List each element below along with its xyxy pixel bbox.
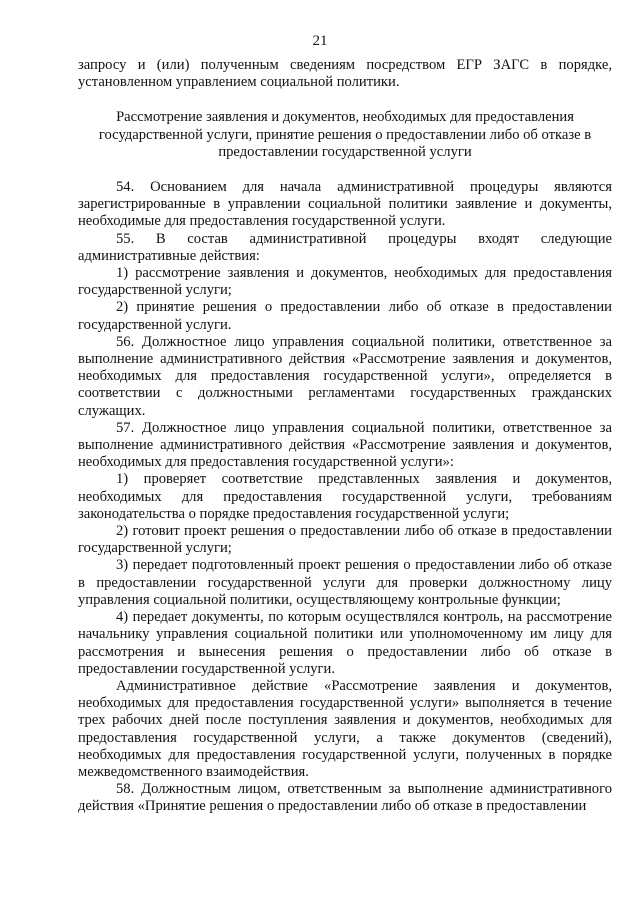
paragraph-57: 57. Должностное лицо управления социальной политики, ответственное за выполнение административного действия «Рассмотрение заявления и документов, необходимых для предоставления государственной услуги»: xyxy=(78,419,612,471)
paragraph-55: 55. В состав административной процедуры входят следующие административные действия: xyxy=(78,230,612,264)
paragraph-58: 58. Должностным лицом, ответственным за выполнение административного действия «Принятие решения о предоставлении либо об отказе в предоставлении xyxy=(78,781,612,815)
list-item-55-1: 1) рассмотрение заявления и документов, необходимых для предоставления государственной услуги; xyxy=(78,265,612,299)
list-item-55-2: 2) принятие решения о предоставлении либо об отказе в предоставлении государственной услуги. xyxy=(78,299,612,333)
list-item-57-2: 2) готовит проект решения о предоставлении либо об отказе в предоставлении государственной услуги; xyxy=(78,523,612,557)
intro-paragraph: запросу и (или) полученным сведениям посредством ЕГР ЗАГС в порядке, установленном управлением социальной политики. xyxy=(78,57,612,91)
list-item-57-4: 4) передает документы, по которым осуществлялся контроль, на рассмотрение начальнику управления социальной политики или уполномоченному им лицу для рассмотрения и вынесения решения о предоставлении либо об отказе в предоставлении государственной услуги. xyxy=(78,609,612,677)
section-heading: Рассмотрение заявления и документов, необходимых для предоставления государственной услуги, принятие решения о предоставлении либо об отказе в предоставлении государственной услуги xyxy=(98,109,592,160)
paragraph-54: 54. Основанием для начала административной процедуры являются зарегистрированные в управлении социальной политики заявление и документы, необходимые для предоставления государственной услуги. xyxy=(78,179,612,230)
page-body xyxy=(78,57,612,816)
list-item-57-3: 3) передает подготовленный проект решения о предоставлении либо об отказе в предоставлении государственной услуги для проверки должностному лицу управления социальной политики, осуществляющему контрольные функции; xyxy=(78,557,612,608)
paragraph-deadline: Административное действие «Рассмотрение заявления и документов, необходимых для предоставления государственной услуги» выполняется в течение трех рабочих дней после поступления заявления и документов, необходимых для предоставления государственной услуги, а также документов (сведений), необходимых для предоставления государственной услуги, полученных в порядке межведомственного взаимодействия. xyxy=(78,677,612,780)
paragraph-56: 56. Должностное лицо управления социальной политики, ответственное за выполнение административного действия «Рассмотрение заявления и документов, необходимых для предоставления государственной услуги», определяется в соответствии с должностными регламентами государственных гражданских служащих. xyxy=(78,333,612,419)
list-item-57-1: 1) проверяет соответствие представленных заявления и документов, необходимых для предоставления государственной услуги, требованиям законодательства о порядке предоставления государственной услуги; xyxy=(78,471,612,522)
page-number: 21 xyxy=(312,33,328,49)
